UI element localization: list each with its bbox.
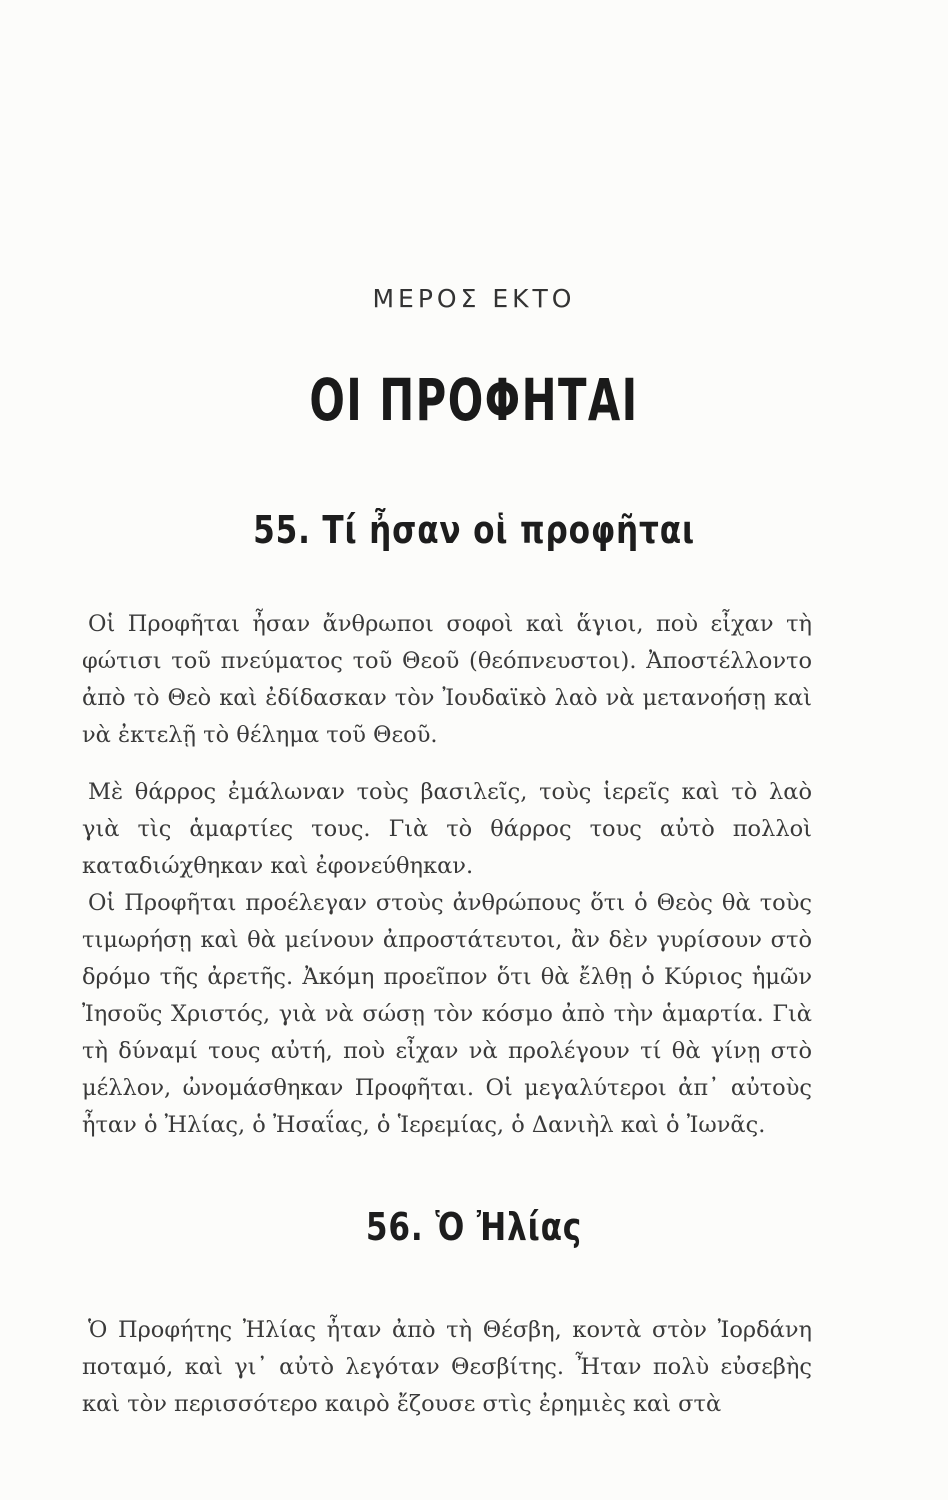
section-heading-56: 56. Ὁ Ἠλίας	[365, 1205, 583, 1249]
section-55-paragraph-1: Οἱ Προφῆται ἦσαν ἄνθρωποι σοφοὶ καὶ ἅγιοι, ποὺ εἶχαν τὴ φώτισι τοῦ πνεύματος τοῦ Θεοῦ (θεόπνευστοι). Ἀποστέλλοντο ἀπὸ τὸ Θεὸ καὶ ἐδίδασκαν τὸν Ἰουδαϊκὸ λαὸ νὰ μετανοήσῃ καὶ νὰ ἐκτελῇ τὸ θέλημα τοῦ Θεοῦ.	[82, 610, 812, 748]
section-heading-55: 55. Τί ἦσαν οἱ προφῆται	[253, 508, 695, 552]
section-55-paragraph-2: Μὲ θάρρος ἐμάλωναν τοὺς βασιλεῖς, τοὺς ἱερεῖς καὶ τὸ λαὸ γιὰ τὶς ἁμαρτίες τους. Γιὰ τὸ θάρρος τους αὐτὸ πολλοὶ καταδιώχθηκαν καὶ ἐφονεύθηκαν.	[82, 778, 812, 879]
section-55-paragraph-3: Οἱ Προφῆται προέλεγαν στοὺς ἀνθρώπους ὅτι ὁ Θεὸς θὰ τοὺς τιμωρήσῃ καὶ θὰ μείνουν ἀπροστάτευτοι, ἂν δὲν γυρίσουν στὸ δρόμο τῆς ἀρετῆς. Ἀκόμη προεῖπον ὅτι θὰ ἔλθῃ ὁ Κύριος ἡμῶν Ἰησοῦς Χριστός, γιὰ νὰ σώσῃ τὸν κόσμο ἀπὸ τὴν ἁμαρτία. Γιὰ τὴ δύναμί τους αὐτή, ποὺ εἶχαν νὰ προλέγουν τί θὰ γίνῃ στὸ μέλλον, ὠνομάσθηκαν Προφῆται. Οἱ μεγαλύτεροι ἀπ᾽ αὐτοὺς ἦταν ὁ Ἠλίας, ὁ Ἠσαΐας, ὁ Ἱερεμίας, ὁ Δανιὴλ καὶ ὁ Ἰωνᾶς.	[82, 889, 812, 1138]
part-title: ΟΙ ΠΡΟΦΗΤΑΙ	[309, 366, 639, 434]
part-label: ΜΕΡΟΣ ΕΚΤΟ	[372, 284, 576, 313]
section-56-paragraph-1: Ὁ Προφήτης Ἠλίας ἦταν ἀπὸ τὴ Θέσβη, κοντὰ στὸν Ἰορδάνη ποταμό, καὶ γι᾽ αὐτὸ λεγόταν Θεσβίτης. Ἦταν πολὺ εὐσεβὴς καὶ τὸν περισσότερο καιρὸ ἔζουσε στὶς ἐρημιὲς καὶ στὰ	[82, 1316, 812, 1417]
